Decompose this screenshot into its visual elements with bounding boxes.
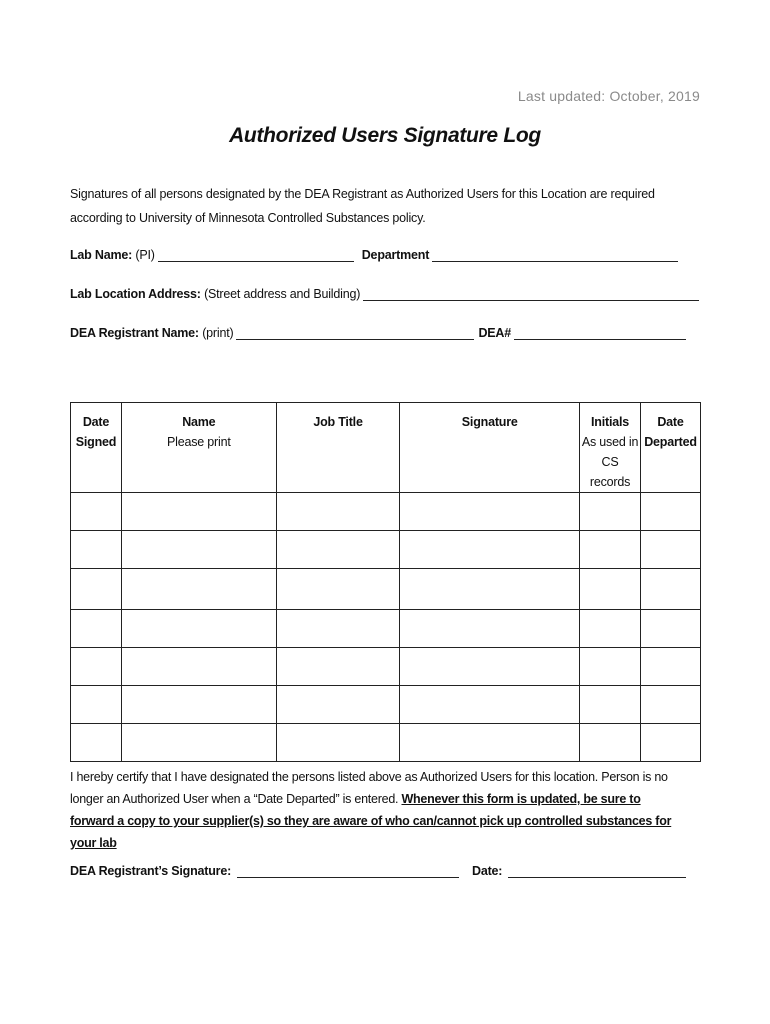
registrant-signature-row [70, 864, 459, 878]
dea-number-label: DEA# [478, 326, 511, 340]
cell-job-title[interactable] [276, 648, 400, 686]
last-updated-note: Last updated: October, 2019 [517, 88, 700, 104]
header-signature: Signature [400, 403, 580, 493]
page-title: Authorized Users Signature Log [229, 124, 541, 147]
lab-location-label: Lab Location Address: [70, 287, 201, 301]
dea-number-field[interactable] [514, 327, 686, 340]
certification-text: I hereby certify that I have designated the persons listed above as Authorized Users for this location. Person is no longer an Authorized User when a “Date Departed” is entered. [70, 770, 668, 806]
lab-name-hint: (PI) [135, 248, 155, 262]
lab-name-field[interactable] [158, 249, 354, 262]
table-row [71, 569, 701, 610]
cell-job-title[interactable] [276, 569, 400, 610]
cell-date-departed[interactable] [640, 610, 700, 648]
cell-name[interactable] [121, 569, 276, 610]
table-row [71, 531, 701, 569]
lab-location-hint: (Street address and Building) [204, 287, 361, 301]
registrant-hint: (print) [202, 326, 234, 340]
table-row [71, 648, 701, 686]
department-field[interactable] [432, 249, 678, 262]
table-row [71, 610, 701, 648]
cell-date-departed[interactable] [640, 686, 700, 724]
cell-signature[interactable] [400, 493, 580, 531]
cell-initials[interactable] [580, 531, 641, 569]
table-row [71, 493, 701, 531]
date-label: Date: [472, 864, 503, 878]
table-header-row [71, 403, 701, 493]
cell-job-title[interactable] [276, 531, 400, 569]
cell-name[interactable] [121, 724, 276, 762]
lab-location-row [70, 287, 699, 301]
header-initials: Initials As used in CS records [580, 403, 641, 493]
cell-signature[interactable] [400, 531, 580, 569]
cell-initials[interactable] [580, 610, 641, 648]
cell-signature[interactable] [400, 724, 580, 762]
cell-job-title[interactable] [276, 724, 400, 762]
cell-date-signed[interactable] [71, 531, 122, 569]
header-name: Name Please print [121, 403, 276, 493]
cell-signature[interactable] [400, 569, 580, 610]
registrant-label: DEA Registrant Name: [70, 326, 199, 340]
cell-job-title[interactable] [276, 686, 400, 724]
table-row [71, 686, 701, 724]
authorized-users-table [70, 402, 701, 762]
certification-emphasis: Whenever this form is updated, be sure to forward a copy to your supplier(s) so they are aware of who can/cannot pick up controlled substances for your lab [70, 792, 672, 850]
cell-date-signed[interactable] [71, 686, 122, 724]
cell-name[interactable] [121, 648, 276, 686]
registrant-row [70, 326, 686, 340]
registrant-signature-label: DEA Registrant’s Signature: [70, 864, 232, 878]
cell-date-departed[interactable] [640, 724, 700, 762]
cell-initials[interactable] [580, 686, 641, 724]
cell-date-departed[interactable] [640, 493, 700, 531]
lab-name-row [70, 248, 678, 262]
certification-paragraph [70, 766, 680, 854]
cell-name[interactable] [121, 531, 276, 569]
cell-initials[interactable] [580, 648, 641, 686]
header-job-title: Job Title [276, 403, 400, 493]
header-date-signed: Date Signed [71, 403, 122, 493]
cell-signature[interactable] [400, 686, 580, 724]
cell-date-signed[interactable] [71, 493, 122, 531]
cell-initials[interactable] [580, 724, 641, 762]
header-date-departed: Date Departed [640, 403, 700, 493]
registrant-signature-field[interactable] [237, 865, 459, 878]
cell-date-signed[interactable] [71, 648, 122, 686]
department-label: Department [361, 248, 430, 262]
cell-date-departed[interactable] [640, 569, 700, 610]
intro-paragraph: Signatures of all persons designated by the DEA Registrant as Authorized Users for this Location are required according to University of Minnesota Controlled Substances policy. [70, 187, 655, 225]
cell-name[interactable] [121, 493, 276, 531]
lab-name-label: Lab Name: [70, 248, 133, 262]
cell-date-signed[interactable] [71, 724, 122, 762]
cell-date-signed[interactable] [71, 610, 122, 648]
cell-job-title[interactable] [276, 493, 400, 531]
date-field[interactable] [508, 865, 686, 878]
cell-date-departed[interactable] [640, 531, 700, 569]
cell-initials[interactable] [580, 493, 641, 531]
cell-name[interactable] [121, 610, 276, 648]
cell-date-signed[interactable] [71, 569, 122, 610]
cell-initials[interactable] [580, 569, 641, 610]
cell-name[interactable] [121, 686, 276, 724]
lab-location-field[interactable] [363, 288, 699, 301]
table-row [71, 724, 701, 762]
cell-date-departed[interactable] [640, 648, 700, 686]
cell-job-title[interactable] [276, 610, 400, 648]
cell-signature[interactable] [400, 648, 580, 686]
cell-signature[interactable] [400, 610, 580, 648]
date-row [472, 864, 686, 878]
registrant-name-field[interactable] [236, 327, 474, 340]
